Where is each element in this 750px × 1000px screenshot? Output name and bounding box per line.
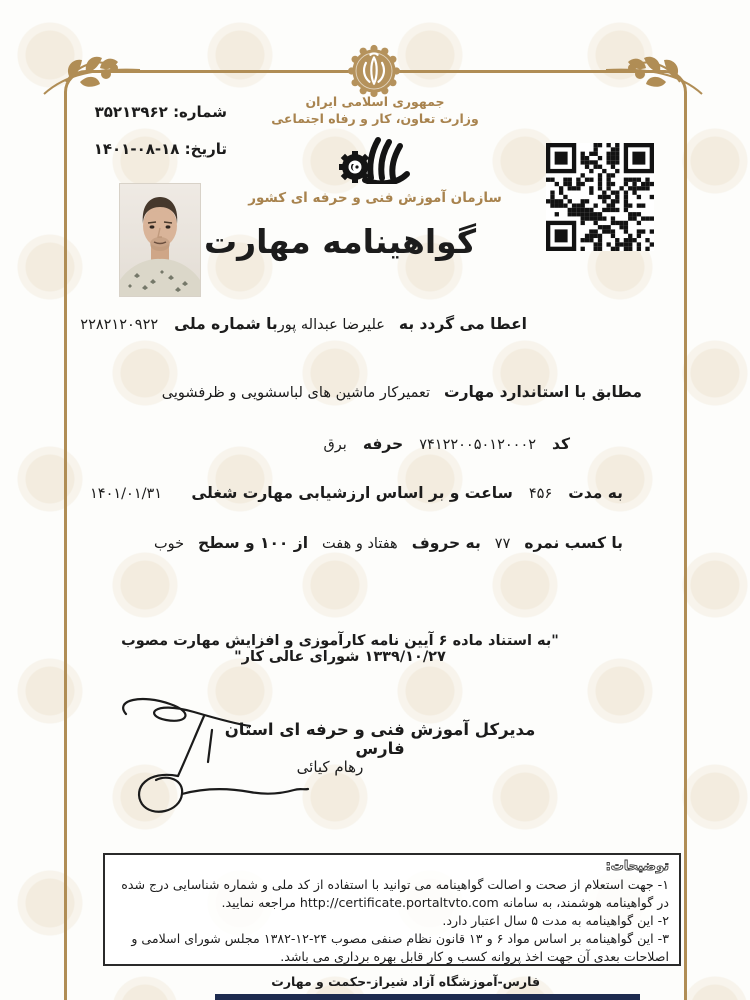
country-name: جمهوری اسلامی ایران [305,94,445,109]
profession-label: حرفه [362,435,404,453]
code-profession-row [324,435,570,453]
portrait-photo [120,184,200,296]
in-words-value: هفتاد و هفت [322,536,398,552]
national-id-label: با شماره ملی [174,315,278,333]
ministry-name: وزارت تعاون، کار و رفاه اجتماعی [271,111,479,126]
issue-date-line [94,140,227,158]
in-words-label: به حروف [411,534,481,552]
awarded-to-value: علیرضا عبداله پور [277,317,385,333]
code-label: کد [552,435,570,453]
certificate-title: گواهینامه مهارت [203,222,477,261]
hours-evaluation-label: ساعت و بر اساس ارزشیابی مهارت شغلی [191,484,513,502]
notes-box [103,853,681,966]
date-value: ۱۴۰۱-۰۸-۱۸ [93,140,180,158]
note-item-3: ۳- این گواهینامه بر اساس مواد ۶ و ۱۳ قانون نظام صنفی مصوب ۲۴-۱۲-۱۳۸۲ مجلس شورای اسلامی و اصلاحات بعدی آن جهت اخذ پروانه کسب و کار قابل بهره برداری می باشد. [131,931,669,964]
organization-name: سازمان آموزش فنی و حرفه ای کشور [248,190,502,206]
evaluation-date-value: ۱۴۰۱/۰۱/۳۱ [90,486,163,502]
notes-heading: توضیحات: [605,859,669,874]
national-id-group [80,315,277,333]
serial-label: شماره: [173,103,227,121]
institute-footer: فارس-آموزشگاه آزاد شیراز-حکمت و مهارت [271,974,540,989]
duration-value: ۴۵۶ [528,486,553,502]
standard-value: تعمیرکار ماشین های لباسشویی و ظرفشویی [161,385,431,401]
score-value: ۷۷ [494,536,511,552]
score-row [154,534,623,552]
national-id-value: ۲۲۸۲۱۲۰۹۲۲ [80,317,159,333]
date-label: تاریخ: [184,140,227,158]
note-item-2: ۲- این گواهینامه به مدت ۵ سال اعتبار دارد. [442,913,669,929]
code-value: ۷۴۱۲۲۰۰۵۰۱۲۰۰۰۲ [419,437,537,453]
duration-label: به مدت [568,484,623,502]
floral-ornament-top-left-icon [36,30,146,102]
standard-label: مطابق با استاندارد مهارت [444,383,642,401]
score-label: با کسب نمره [524,534,623,552]
profession-value: برق [323,437,347,453]
bottom-bar [215,994,640,1000]
awarded-to-label: اعطا می گردد به [398,315,527,333]
duration-group [191,484,623,502]
tvto-logo-icon [335,130,413,184]
signatory-name: رهام کیائی [296,758,364,776]
awarded-to-row [80,315,527,333]
standard-row [162,383,642,401]
duration-row [90,484,623,502]
awarded-to-group [278,315,527,333]
signatory-title: مدیرکل آموزش فنی و حرفه ای استان فارس [224,720,536,758]
serial-value: ۳۵۲۱۳۹۶۲ [94,103,168,121]
qr-code [546,143,654,251]
note-item-1: ۱- جهت استعلام از صحت و اصالت گواهینامه می توانید با استفاده از کد ملی و شماره شناسایی درج شده در گواهینامه هوشمند، به سامانه http://certificate.portaltvto.com مراجعه نمایید. [121,877,669,911]
serial-number-line [95,103,227,121]
legal-note: "به استناد ماده ۶ آیین نامه کارآموزی و افزایش مهارت مصوب ۱۳۳۹/۱۰/۲۷ شورای عالی کار" [121,633,559,665]
signature-scribble [108,692,318,820]
iran-emblem-medallion-icon [347,44,401,98]
level-value: خوب [153,536,185,552]
floral-ornament-top-right-icon [600,30,710,102]
out-of-level-label: از ۱۰۰ و سطح [198,534,309,552]
